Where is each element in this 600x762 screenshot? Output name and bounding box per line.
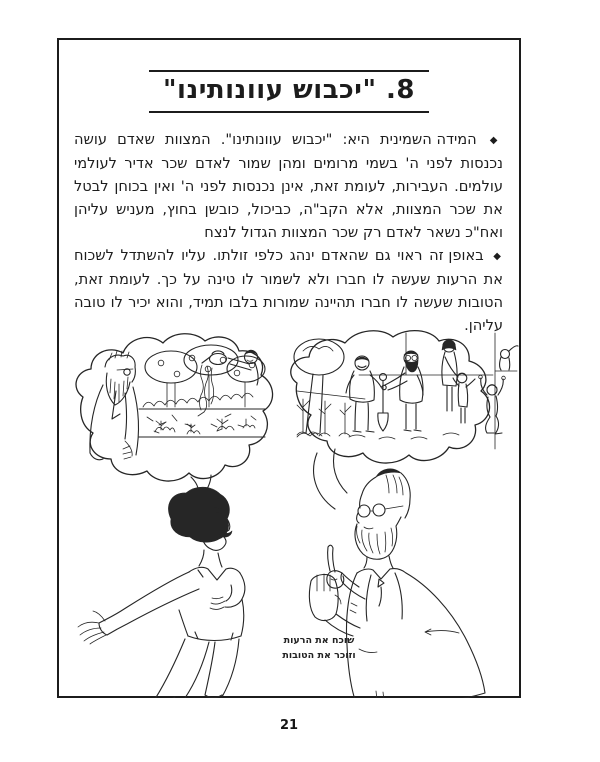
coat-lapels bbox=[366, 573, 402, 621]
trousers bbox=[155, 639, 239, 698]
chapter-title bbox=[149, 70, 429, 113]
speaker-right-rabbi bbox=[309, 469, 485, 698]
body-text bbox=[74, 128, 503, 337]
collar-tie bbox=[357, 569, 406, 606]
torso-sides bbox=[179, 599, 244, 636]
hand-at-chest bbox=[210, 597, 225, 609]
cartoon-illustration bbox=[59, 327, 519, 698]
paragraph bbox=[74, 128, 503, 244]
paragraph-text: המידה השמינית היא: "יכבוש עוונותינו". המצוות שאדם עושה נכנסות לפני ה' בשמי מרומים ומהן שמור לאדם שכר אדיר לעולמי עולמים. העבירות, לעומת זאת, אינן נכנסות לפני ה' ואין בכוחן לבטל את שכר המצוות, אלא הקב"ה, כביכול, כובשן בחוץ, מעניש עליהן ואח"כ נשאר לאדם רק שכר המצוות הגדול לנצח bbox=[74, 131, 503, 241]
hair bbox=[362, 473, 410, 518]
diamond-bullet-icon: ◆ bbox=[489, 135, 503, 146]
speaker-left-complaining-man bbox=[78, 487, 245, 698]
diamond-bullet-icon: ◆ bbox=[493, 251, 503, 262]
round-glasses bbox=[358, 504, 403, 517]
page-border-frame bbox=[57, 38, 521, 698]
hair-strands bbox=[386, 475, 403, 495]
page-number: 21 bbox=[279, 718, 299, 733]
shirt-collar bbox=[189, 567, 240, 580]
forehead-nose bbox=[357, 494, 362, 523]
caption-line-2: וזוכר את הטובות bbox=[282, 650, 356, 661]
thought-bubble-right bbox=[291, 331, 490, 463]
neck bbox=[199, 550, 222, 567]
paragraph-text: באופן זה ראוי גם שהאדם ינהג כלפי זולתו. עליו להשתדל לשכוח את הרעות שעשה לו חברו ולא לשמור לו טינה על כך. לעומת זאת, הטובות שעשה לו חברו תהיינה שמורות בלבו תמיד, והוא יכיר לו טובה עליהן. bbox=[74, 247, 503, 334]
raised-arm-sleeve bbox=[341, 573, 365, 599]
illustration-caption bbox=[271, 633, 367, 663]
bubble-right-tail bbox=[314, 449, 347, 509]
shirt-hem bbox=[188, 632, 241, 641]
kippah bbox=[376, 469, 401, 477]
open-palm bbox=[78, 611, 106, 644]
chapter-title-text: 8. "יכבוש עוונותינו" bbox=[162, 75, 416, 105]
bent-arm bbox=[225, 573, 245, 607]
baby-at-window bbox=[500, 346, 519, 370]
beard-hatch bbox=[357, 526, 393, 554]
paragraph bbox=[74, 244, 503, 337]
caption-line-1: שוכח את הרעות bbox=[283, 635, 355, 646]
